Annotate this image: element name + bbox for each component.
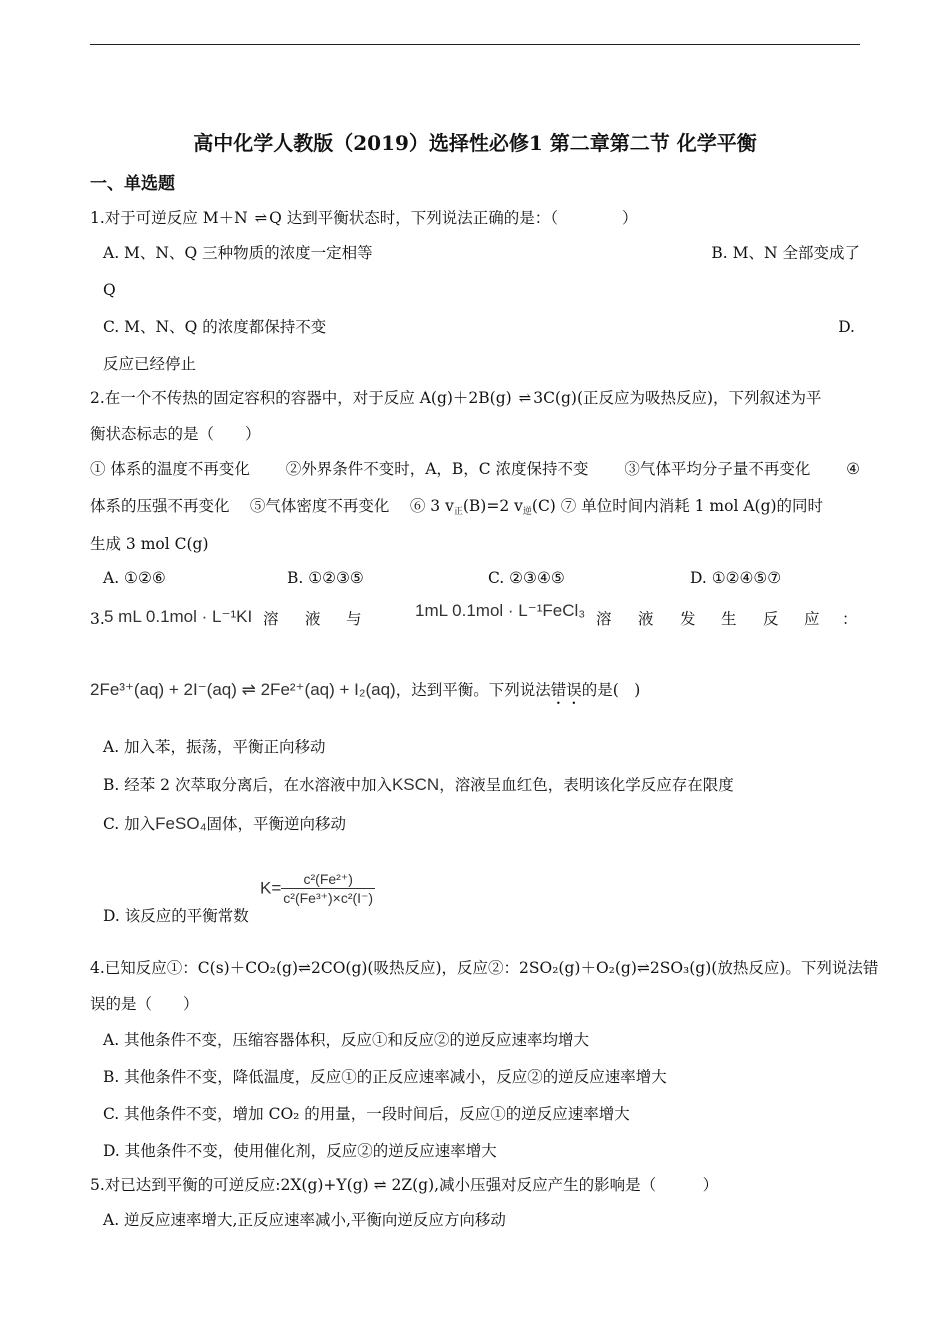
q4-stem: 4.已知反应①：C(s)＋CO₂(g)⇌2CO(g)(吸热反应)，反应②：2SO₂(g)＋O₂(g)⇌2SO₃(g)(放热反应)。下列说法错 <box>90 959 879 977</box>
q2-statement-4: ④ <box>846 460 860 478</box>
emphasis-error: 错误 <box>550 681 582 699</box>
q2-choice-a[interactable]: A. ①②⑥ <box>103 569 166 587</box>
q4-option-a[interactable]: A. 其他条件不变，压缩容器体积，反应①和反应②的逆反应速率均增大 <box>103 1031 590 1049</box>
q3-option-a[interactable]: A. 加入苯，振荡，平衡正向移动 <box>103 738 326 756</box>
q4-option-d[interactable]: D. 其他条件不变，使用催化剂，反应②的逆反应速率增大 <box>103 1142 497 1160</box>
q1-stem: 1.对于可逆反应 M＋N ⇌ Q 达到平衡状态时，下列说法正确的是：（ ） <box>90 209 638 227</box>
q2-stem-line2: 衡状态标志的是（ ） <box>90 425 261 443</box>
q3-word2-2: 液 <box>638 610 654 628</box>
q1-option-c[interactable]: C. M、N、Q 的浓度都保持不变 <box>103 318 327 336</box>
q3-word2-4: 生 <box>721 610 737 628</box>
q3-solution-fecl3: 1mL 0.1mol · L⁻¹FeCl₃ <box>415 601 586 620</box>
q2-statement-2: ②外界条件不变时，A，B，C 浓度保持不变 <box>285 460 589 478</box>
equilibrium-arrow-icon: ⇌ <box>518 389 532 407</box>
q2-stem: 2.在一个不传热的固定容积的容器中，对于反应 A(g)＋2B(g) ⇌ 3C(g)(正反应为吸热反应)，下列叙述为平 <box>90 389 822 407</box>
q3-word2-7: ： <box>842 610 858 628</box>
q1-option-a[interactable]: A. M、N、Q 三种物质的浓度一定相等 <box>103 244 373 262</box>
q1-options-row2 <box>103 317 855 337</box>
q3-word2-3: 发 <box>680 610 696 628</box>
q2-statement-3: ③气体平均分子量不再变化 <box>624 460 811 478</box>
q3-equilibrium-constant: K= $\frac{\text{c²(Fe²⁺)}}{\text{c²(Fe³⁺)×c²(I⁻)}}$ <box>260 871 374 906</box>
q3-option-c[interactable]: C. 加入FeSO₄固体，平衡逆向移动 <box>103 814 347 833</box>
q3-word2-1: 溶 <box>596 610 612 628</box>
q3-word-rong: 溶 <box>263 610 279 628</box>
q3-word-ye: 液 <box>305 610 321 628</box>
q2-statements-line3: 生成 3 mol C(g) <box>90 535 209 553</box>
q2-choice-b[interactable]: B. ①②③⑤ <box>287 569 364 587</box>
header-rule <box>90 44 860 45</box>
q1-option-d[interactable]: D. <box>838 318 855 336</box>
section-heading: 一、单选题 <box>90 174 175 194</box>
q1-options-row1 <box>103 243 860 263</box>
q3-word2-5: 反 <box>763 610 779 628</box>
q3-equation: 2Fe³⁺(aq) + 2I⁻(aq) ⇌ 2Fe²⁺(aq) + I₂(aq) <box>90 680 396 699</box>
q2-statements-line1 <box>90 459 860 479</box>
q4-option-b[interactable]: B. 其他条件不变，降低温度，反应①的正反应速率减小，反应②的逆反应速率增大 <box>103 1068 667 1086</box>
q1-option-b[interactable]: B. M、N 全部变成了 <box>711 244 860 262</box>
q2-choice-d[interactable]: D. ①②④⑤⑦ <box>690 569 782 587</box>
q5-option-a[interactable]: A. 逆反应速率增大,正反应速率减小,平衡向逆反应方向移动 <box>103 1211 506 1229</box>
q3-num: 3. <box>90 610 105 628</box>
q2-choice-c[interactable]: C. ②③④⑤ <box>488 569 565 587</box>
q1-option-d-cont: 反应已经停止 <box>103 355 197 373</box>
q3-option-d[interactable]: D. 该反应的平衡常数 <box>103 907 249 925</box>
q4-option-c[interactable]: C. 其他条件不变，增加 CO₂ 的用量，一段时间后，反应①的逆反应速率增大 <box>103 1105 630 1123</box>
q4-stem-line2: 误的是（ ） <box>90 995 199 1013</box>
q3-word-yu: 与 <box>346 610 362 628</box>
equilibrium-arrow-icon: ⇌ <box>254 209 268 227</box>
q2-statements-line2: 体系的压强不再变化 ⑤气体密度不再变化 ⑥ 3 $v_正(B)=2$ $v_逆(C)$ ⑦ 单位时间内消耗 1 mol A(g)的同时 <box>90 497 824 517</box>
q3-equation-line: 2Fe³⁺(aq) + 2I⁻(aq) ⇌ 2Fe²⁺(aq) + I₂(aq)，达到平衡。下列说法错误的是( ) <box>90 680 641 699</box>
doc-title: 高中化学人教版（2019）选择性必修1 第二章第二节 化学平衡 <box>193 131 757 155</box>
q1-option-b-cont: Q <box>103 281 116 299</box>
q3-option-b[interactable]: B. 经苯 2 次萃取分离后，在水溶液中加入KSCN，溶液呈血红色，表明该化学反应存在限度 <box>103 775 734 794</box>
q2-statement-1: ① 体系的温度不再变化 <box>90 460 250 478</box>
q3-word2-6: 应 <box>804 610 820 628</box>
q5-stem: 5.对已达到平衡的可逆反应:2X(g)+Y(g) ⇌ 2Z(g),减小压强对反应产生的影响是（ ） <box>90 1176 719 1194</box>
q3-solution-ki: 5 mL 0.1mol · L⁻¹KI <box>104 607 253 626</box>
